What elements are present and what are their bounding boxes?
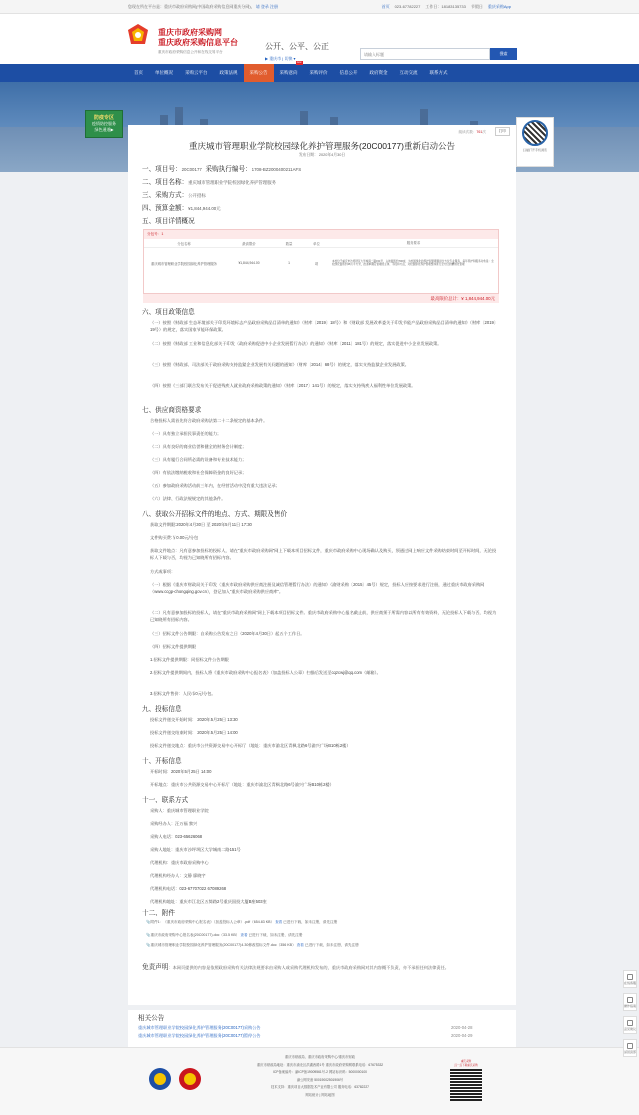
footer-line: 渝公网安备 50019002501906号 bbox=[296, 1077, 344, 1082]
related-date: 2020-04-29 bbox=[451, 1033, 473, 1038]
search-button[interactable]: 搜索 bbox=[490, 48, 517, 60]
col-qty: 数量 bbox=[285, 241, 293, 246]
holiday-label: 节假日 bbox=[470, 3, 483, 9]
bid-end: 投标文件递交结束时间： 2020年5月25日 14:00 bbox=[150, 730, 238, 735]
epidemic-link: 绿色通道▶ bbox=[94, 127, 114, 132]
lbl2: 采购执行编号： bbox=[205, 166, 252, 173]
disclaimer-label: 免责声明 bbox=[142, 964, 169, 971]
val: 20C00177 bbox=[181, 167, 202, 172]
contact-line: 代理机构：重庆市政府采购中心 bbox=[150, 860, 209, 865]
top-bar-left bbox=[128, 4, 278, 10]
book-icon bbox=[627, 997, 633, 1003]
site-title-line2: 重庆政府采购信息平台 bbox=[158, 38, 238, 47]
section-10-heading: 十、开标信息 bbox=[142, 758, 182, 765]
qual-item: （四）有依法缴纳税收和社会保障资金的良好记录； bbox=[150, 470, 247, 475]
method-label: 方式或事项： bbox=[150, 569, 176, 574]
nav-evaluate[interactable]: 采购评价 bbox=[309, 70, 328, 75]
doc-price: 文件购买费:￥0.00元/分包 bbox=[150, 535, 199, 540]
nav-interact[interactable]: 互动交流 bbox=[399, 70, 418, 75]
side-tool-top[interactable] bbox=[623, 1039, 637, 1057]
related-heading: 相关公告 bbox=[138, 1015, 165, 1022]
lbl: 一、项目号： bbox=[142, 166, 182, 173]
attachment-item bbox=[146, 943, 496, 948]
section-12-heading: 十二、附件 bbox=[142, 910, 175, 917]
cell-name: 重庆城市管理职业学院校园绿化养护管理服务 bbox=[151, 261, 217, 266]
nav-intent-label: 采购意向 bbox=[279, 70, 298, 75]
related-announcements bbox=[128, 1010, 516, 1052]
related-link[interactable]: 重庆城市管理职业学院校园绿化养护管理服务(20C00177)采购公告 bbox=[138, 1025, 261, 1030]
footer-line: 技术支持：重庆项目大数据技术产业有限公司 服务电话：63782227 bbox=[270, 1085, 369, 1090]
budget bbox=[142, 202, 221, 212]
bid-start: 投标文件递交开始时间： 2020年5月25日 13:30 bbox=[150, 717, 238, 722]
lbl: 四、预算金额： bbox=[142, 205, 189, 212]
attachment-note: 已进行下载，如未注册，请先注册 bbox=[248, 933, 303, 937]
nav-fund[interactable]: 政府资金 bbox=[369, 70, 388, 75]
sep: ， bbox=[250, 3, 255, 9]
footer-line: 重庆市财政局地址：重庆市渝北区洪湖西路1号 重庆市政府采购网联系电话：67675332 bbox=[256, 1062, 384, 1067]
cell-unit: 项 bbox=[314, 261, 319, 266]
qual-intro: 合格投标人需首先符合政府采购法第二十二条规定的基本条件。 bbox=[150, 418, 268, 423]
related-item bbox=[128, 1024, 516, 1032]
nav-intent[interactable] bbox=[274, 61, 304, 82]
contact-line: 采购人地址：重庆市沙坪坝区大学城南二路151号 bbox=[150, 847, 241, 852]
print-button[interactable]: 打印 bbox=[495, 127, 510, 136]
qual-item: （五）参加政府采购活动前三年内，在经营活动中没有重大违法记录； bbox=[150, 483, 280, 488]
related-item bbox=[128, 1032, 516, 1040]
attachment-note: 已进行下载，如未注册，请先注册 bbox=[283, 920, 338, 924]
contact-line: 采购经办人：汪万福 黎兴 bbox=[150, 821, 198, 826]
qr-title: 重庆采购 bbox=[460, 1060, 472, 1063]
lbl: 三、采购方式： bbox=[142, 192, 189, 199]
side-label: 返回顶部 bbox=[624, 1050, 637, 1054]
site-logo-icon[interactable] bbox=[128, 24, 148, 48]
col-unit: 单位 bbox=[313, 241, 320, 246]
qual-item: （二）具有良好的商业信誉和健全的财务会计制度； bbox=[150, 444, 247, 449]
nav-announce[interactable]: 采购公告 bbox=[244, 64, 274, 82]
publish-date: 发布日期： 2020年4月30日 bbox=[298, 153, 346, 157]
edit-icon bbox=[627, 1020, 633, 1026]
attachment-note: 已进行下载，如未注册，请先注册 bbox=[304, 943, 359, 947]
nav-info[interactable]: 信息公开 bbox=[339, 70, 358, 75]
total-label: 最高限价总计： bbox=[430, 296, 462, 301]
total-price bbox=[143, 294, 499, 303]
epidemic-title: 防疫专区 bbox=[93, 115, 114, 121]
col-req: 服务要求 bbox=[406, 240, 421, 245]
app-link[interactable]: 重庆采购App bbox=[487, 3, 511, 9]
nav-policy[interactable]: 政策法规 bbox=[219, 70, 238, 75]
method-4: （四）招标文件提供期限 bbox=[150, 644, 197, 649]
section-9-heading: 九、投标信息 bbox=[142, 706, 182, 713]
top-bar-right bbox=[382, 4, 511, 10]
view-count bbox=[458, 130, 486, 135]
method-2: （二）凡有意参加投标的投标人，请在“重庆市政府采购网”网上下载本项目招标文件。重庆市政府采购中心报名截止前，供应商须于所需内容以所有有效资料，无论投标人下载与否，均视为已知晓所有招标内容。 bbox=[150, 610, 497, 622]
package-number: 分包号：1 bbox=[144, 230, 498, 239]
lbl: 二、项目名称： bbox=[142, 179, 189, 186]
file-icon: 📎 bbox=[146, 933, 151, 937]
site-selector[interactable]: ▶ 重庆市 | 切换 ▾ bbox=[265, 56, 296, 61]
site-subtitle: 重庆市政府采购信息公开和在线交易平台 bbox=[158, 50, 223, 54]
new-badge: new bbox=[296, 61, 302, 64]
qual-item: （三）具有履行合同所必需的设备和专业技术能力； bbox=[150, 457, 247, 462]
col-price: 最高限价 bbox=[242, 241, 256, 246]
qr-code-icon bbox=[450, 1069, 482, 1101]
val2: 1708-BZ2000400211AFS bbox=[251, 167, 302, 172]
cell-req: 本校位于重庆市沙坪坝区大学城南二路151号，占地面积约700亩，为校园绿化的养护和管理提供全方位专业服务，每年养护和服务对象是：全校绿化面积约28万平方米，按清单确定管理的主体、手段和方法，对校园绿化养护管理整体进行全方位的精细化管理 bbox=[332, 259, 494, 266]
qr-caption: 扫描打开手机浏览 bbox=[522, 148, 547, 152]
register-link[interactable]: 注册 bbox=[270, 3, 279, 9]
method-3: （三）招标文件公告期限：自采购公告发布之日（2020年4月30日）起五个工作日。 bbox=[150, 631, 305, 636]
nav-cloud[interactable]: 采购云平台 bbox=[185, 70, 208, 75]
header bbox=[0, 14, 639, 64]
doc-period: 获取文件期限:2020年4月30日 至 2020年5月11日 17:30 bbox=[150, 522, 252, 527]
policy-para-2: （二）按照《财政部 工业和信息化部关于印发〈政府采购促进中小企业发展暂行办法〉的通知》（财库〔2011〕181号）的规定，落实促进中小企业发展政策。 bbox=[150, 341, 442, 346]
search-input[interactable]: 请输入标题 bbox=[360, 48, 490, 60]
footer bbox=[0, 1047, 639, 1115]
footer-line: 重庆市财政局、重庆市政府采购中心/重庆市财政 bbox=[284, 1055, 356, 1059]
attachment-view-link[interactable]: 查看 bbox=[296, 943, 304, 947]
disclaimer bbox=[142, 964, 502, 971]
side-tool-feedback[interactable] bbox=[623, 1016, 637, 1034]
table-header bbox=[144, 239, 498, 248]
login-link[interactable]: 请 登录 bbox=[255, 3, 269, 9]
contact-line: 代理机构电话：023-67707022 67089268 bbox=[150, 886, 227, 891]
side-label: 意见建议 bbox=[624, 1027, 637, 1031]
disclaimer-text: ：本网页提供的内容是依照政府采购有关法律法规要求由采购人或采购代理机构发布的，重庆市政府采购网对其内容概不负责，亦不承担任何法律责任。 bbox=[168, 965, 449, 970]
nav-home[interactable]: 首页 bbox=[134, 70, 143, 75]
detail-table bbox=[143, 229, 499, 294]
article-panel bbox=[128, 125, 516, 1005]
method-7: 3.招标文件售价：人民币0元/分包。 bbox=[150, 691, 216, 696]
footer-links[interactable]: 网站统计 | 网站地图 bbox=[305, 1092, 335, 1097]
arrow-up-icon bbox=[627, 1043, 633, 1049]
article-title: 重庆城市管理职业学院校园绿化养护管理服务(20C00177)重新启动公告 bbox=[189, 141, 455, 151]
work-phone: 工作日：18183135733 bbox=[425, 3, 466, 9]
section-8-heading: 八、获取公开招标文件的地点、方式、期限及售价 bbox=[142, 511, 288, 518]
policy-para-4: （四）按照《三部门联合发布关于促进残疾人就业政府采购政策的通知》（财库〔2017〕141号）的规定，落实支持残疾人福利性单位发展政策。 bbox=[150, 383, 416, 388]
footer-line: ICP备案编号：渝ICP备19009561号-2 网站标识码：5000000100 bbox=[273, 1070, 367, 1075]
slogan: 公开、公平、公正 bbox=[265, 42, 329, 51]
app-qr-code bbox=[447, 1059, 485, 1111]
method-5: 1.招标文件提供期限：同招标文件公告期限 bbox=[150, 657, 229, 662]
attachment-item bbox=[146, 920, 496, 925]
contact-line: 采购人：重庆城市管理职业学院 bbox=[150, 808, 209, 813]
table-row bbox=[144, 248, 498, 278]
attachment-name: 重庆市政府采购中心报名表(20C00177).doc（33.5 KB） bbox=[150, 933, 240, 937]
qual-item: （一）具有独立承担民事责任的能力； bbox=[150, 431, 222, 436]
qual-item: （六）法律、行政法规规定的其他条件。 bbox=[150, 496, 226, 501]
bid-place: 投标文件递交地点：重庆市公共资源交易中心开标厅（地址：重庆市渝北区青枫北路6号渝兴广场B10栋2楼） bbox=[150, 743, 351, 748]
val: ¥1,844,944.00元 bbox=[188, 206, 221, 211]
open-place: 开标地点：重庆市公共资源交易中心开标厅（地址：重庆市渝北区青枫北路6号渝兴广场B10栋2楼） bbox=[150, 782, 334, 787]
doc-location: 获取文件地点：凡有意参加投标的投标人，请在“重庆市政府采购网”网上下载本项目招标文件，重庆市政府采购中心现场确认及购买，须通过网上响应文件采购结束时间至开标时间，无论投标人下载与否，均视为已知晓所有招标内容。 bbox=[150, 548, 497, 560]
cell-price: ¥1,844,944.00 bbox=[238, 261, 260, 265]
site-title bbox=[158, 28, 238, 48]
section-6-heading: 六、项目政策信息 bbox=[142, 309, 195, 316]
qr-code-icon bbox=[522, 120, 548, 146]
related-link[interactable]: 重庆城市管理职业学院校园绿化养护管理服务(20C00177)暂停公告 bbox=[138, 1033, 261, 1038]
file-icon: 📎 bbox=[146, 943, 151, 947]
section-7-heading: 七、供应商资格要求 bbox=[142, 407, 202, 414]
col-name: 分包名称 bbox=[177, 241, 191, 246]
site-title-line1: 重庆市政府采购网 bbox=[158, 28, 222, 37]
val: 重庆城市管理职业学院校园绿化养护管理服务 bbox=[188, 180, 276, 185]
contact-phone: 023-67782227 bbox=[394, 4, 421, 9]
contact-line: 代理机构经办人：文静 廖晓宇 bbox=[150, 873, 206, 878]
section-11-heading: 十一、联系方式 bbox=[142, 797, 189, 804]
gov-emblem-icon bbox=[178, 1067, 202, 1091]
contact-line: 采购人电话：023-65626068 bbox=[150, 834, 203, 839]
top-bar bbox=[0, 0, 639, 14]
police-emblem-icon bbox=[148, 1067, 172, 1091]
side-label: 操作指南 bbox=[624, 1004, 637, 1008]
attachment-view-link[interactable]: 查看 bbox=[275, 920, 283, 924]
method-1: （一）根据《重庆市财政局关于印发〈重庆市政府采购供应商注册及诚信管理暂行办法〉的通知》（渝财采购〔2015〕45号）规定，投标人应按要求进行注册，通过重庆市政府采购网（www.ccgp-chongqing.gov.cn），登记加入“重庆市政府采购供应商库”。 bbox=[150, 582, 485, 594]
cell-qty: 1 bbox=[288, 261, 290, 265]
chat-icon bbox=[627, 974, 633, 980]
related-date: 2020-04-28 bbox=[451, 1025, 473, 1030]
main-nav bbox=[0, 61, 639, 82]
views-unit: 次 bbox=[482, 130, 486, 134]
epidemic-zone-banner[interactable] bbox=[85, 110, 123, 138]
nav-contact[interactable]: 联系方式 bbox=[429, 70, 448, 75]
val: 公开招标 bbox=[188, 193, 206, 198]
qr-sub: 扫一扫下载重庆采购 bbox=[454, 1064, 478, 1067]
purchase-method bbox=[142, 189, 206, 199]
policy-para-1: （一）按照《财政部 生态环境部关于印发环境标志产品政府采购品目清单的通知》（财库〔2019〕18号）和《财政部 发展改革委关于印发节能产品政府采购品目清单的通知》（财库〔2019〕19号）的规定，落实国家节能环保政策。 bbox=[150, 320, 499, 332]
attachment-name: 重庆城市管理职业学院校园绿化养护管理服务(20C00177)4.30修改招标文件.doc（356 KB） bbox=[150, 943, 296, 947]
policy-para-3: （三）按照《财政部、司法部关于政府采购支持监狱企业发展有关问题的通知》（财库〔2014〕68号）的规定，落实支持监狱企业发展政策。 bbox=[150, 362, 409, 367]
file-icon: 📎 bbox=[146, 920, 151, 924]
nav-unit[interactable]: 单位概况 bbox=[155, 70, 173, 75]
attachment-item bbox=[146, 933, 496, 938]
home-link[interactable]: 首页 bbox=[381, 3, 390, 9]
side-tool-service[interactable] bbox=[623, 970, 637, 988]
total-value: ¥ 1,844,944.00元 bbox=[461, 296, 495, 301]
platform-notice: 您现在所在平台是：重庆市政府采购网(中国政府采购信息网重庆分网) bbox=[128, 3, 251, 9]
mobile-qr bbox=[516, 117, 554, 167]
open-time: 开标时间：2020年5月25日 14:00 bbox=[150, 769, 212, 774]
epidemic-sub: 疫情防控服务 bbox=[92, 121, 116, 126]
contact-line: 代理机构地址：重庆市江北区五简路2号重庆国投大厦B座503室 bbox=[150, 899, 267, 904]
project-name bbox=[142, 176, 276, 186]
project-number bbox=[142, 163, 301, 173]
method-6: 2.招标文件提供期间内，投标人将《重庆市政府采购中心报名表》（加盖投标人公章）扫描后发送至cqzcwj@qq.com（邮箱）。 bbox=[150, 670, 381, 675]
attachment-view-link[interactable]: 查看 bbox=[240, 933, 248, 937]
footer-text bbox=[220, 1054, 420, 1100]
views-value: 761 bbox=[476, 130, 483, 134]
side-tool-guide[interactable] bbox=[623, 993, 637, 1011]
section-5-heading: 五、项目详情概况 bbox=[142, 218, 195, 225]
views-label: 阅读次数： bbox=[458, 130, 477, 134]
attachment-name: 附件1：《重庆市政府采购中心报名表》（加盖投标人公章）.pdf（654.83 KB） bbox=[150, 920, 275, 924]
side-label: 在线客服 bbox=[624, 981, 637, 985]
